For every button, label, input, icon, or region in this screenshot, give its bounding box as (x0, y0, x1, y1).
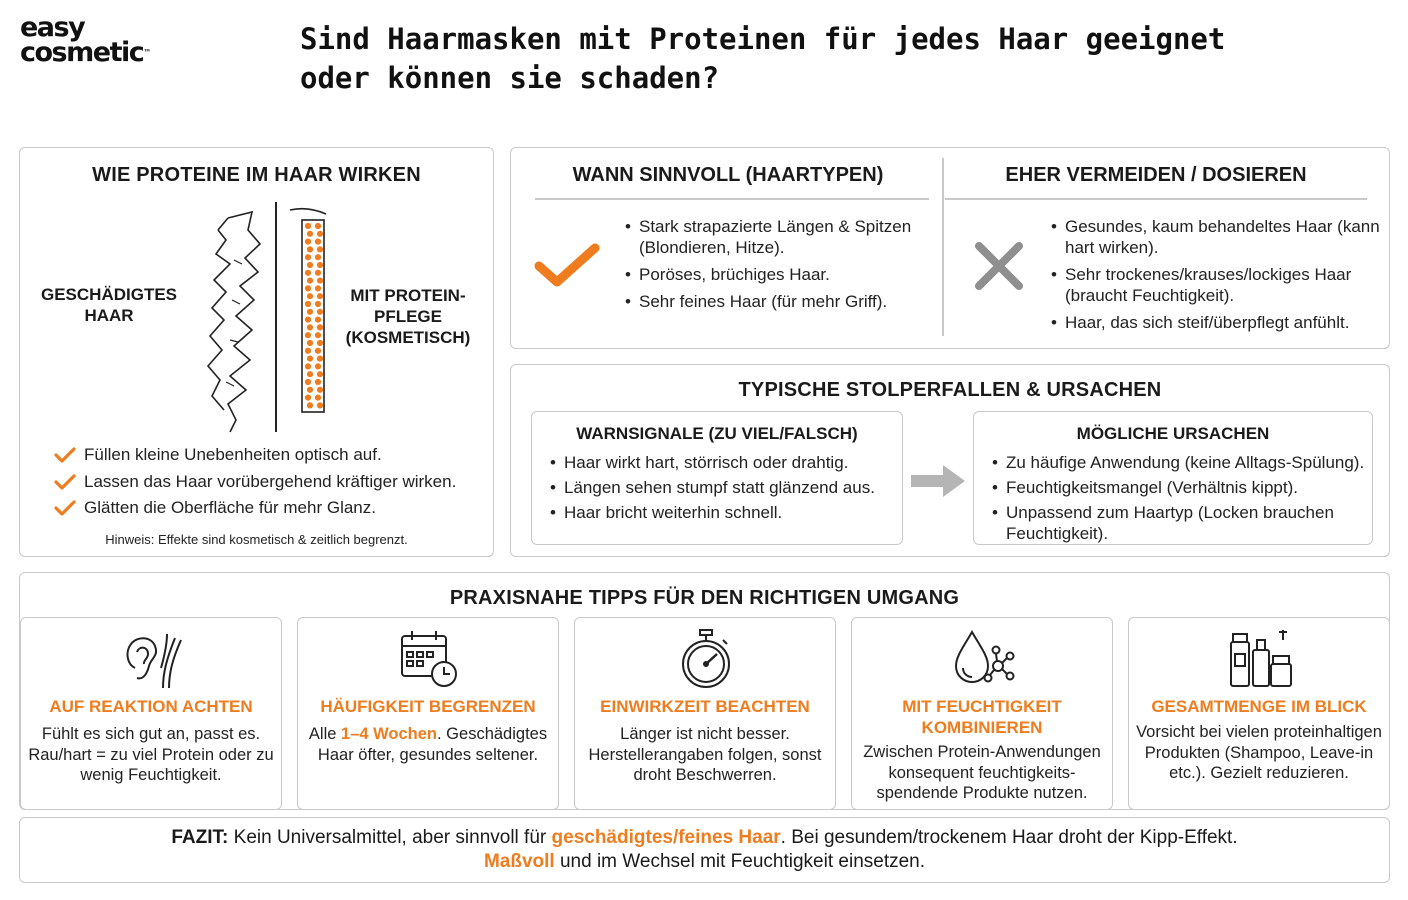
protein-dot (307, 356, 313, 362)
conclusion-highlight: geschädigtes/feines Haar (551, 827, 781, 848)
protein-dot (305, 254, 311, 260)
protein-dot (307, 387, 313, 393)
products-icon (1225, 628, 1295, 690)
benefit-list (54, 442, 456, 522)
conclusion-part: . Bei gesundem/trockenem Haar droht der Kipp-Effekt. (780, 827, 1238, 848)
drop-molecule-icon (948, 628, 1018, 690)
conclusion-highlight: Maßvoll (483, 851, 555, 872)
protein-dot (315, 363, 321, 369)
tip-card-frequency (297, 617, 559, 810)
protein-dot (315, 395, 321, 401)
protein-dot (317, 262, 323, 268)
tip-title: HÄUFIGKEIT BEGRENZEN (320, 697, 536, 716)
causes-box (973, 411, 1373, 545)
stopwatch-icon (671, 628, 741, 690)
label-protein-care: MIT PROTEIN-PFLEGE (KOSMETISCH) (345, 286, 471, 347)
hair-comparison-illustration (190, 200, 330, 435)
protein-dot (305, 317, 311, 323)
conclusion-part: Kein Universalmittel, aber sinnvoll für (228, 827, 552, 848)
benefit-text: Glätten die Oberfläche für mehr Glanz. (84, 498, 376, 517)
protein-dot (317, 278, 323, 284)
brand-logo (20, 12, 180, 68)
label-damaged-hair: GESCHÄDIGTES HAAR (40, 285, 178, 325)
checkmark-icon (54, 499, 76, 517)
divider (945, 198, 1367, 200)
tip-title: EINWIRKZEIT BEACHTEN (600, 697, 810, 716)
logo-word: cosmetic (20, 37, 144, 68)
avoid-list (1051, 216, 1381, 339)
protein-dot (305, 379, 311, 385)
protein-dot (305, 285, 311, 291)
proteins-panel-title: WIE PROTEINE IM HAAR WIRKEN (92, 164, 421, 186)
checkmark-icon (533, 240, 601, 290)
causes-list (992, 452, 1372, 548)
protein-dot (317, 231, 323, 237)
protein-dot (315, 379, 321, 385)
tip-card-total-amount (1128, 617, 1390, 810)
protein-dot (317, 387, 323, 393)
protein-dot (305, 395, 311, 401)
protein-dot (317, 340, 323, 346)
protein-dot (315, 239, 321, 245)
conclusion-text (20, 826, 1389, 874)
list-item: • Sehr feines Haar (für mehr Griff). (625, 291, 925, 312)
conclusion-panel (19, 817, 1390, 883)
tip-title: AUF REAKTION ACHTEN (49, 697, 253, 716)
protein-dot (307, 278, 313, 284)
protein-dot (317, 402, 323, 408)
protein-dot (305, 223, 311, 229)
protein-dot (305, 239, 311, 245)
protein-dot (317, 293, 323, 299)
protein-dot (307, 309, 313, 315)
protein-dot (315, 317, 321, 323)
list-item: • Gesundes, kaum behandeltes Haar (kann hart wirken). (1051, 216, 1381, 258)
tip-text: Vorsicht bei vielen proteinhaltigen Produkten (Shampoo, Leave-in etc.). Gezielt reduzieren. (1136, 723, 1382, 782)
column-divider (942, 158, 944, 336)
protein-dot (307, 324, 313, 330)
protein-dot (315, 332, 321, 338)
arrow-right-icon (909, 463, 967, 499)
pitfalls-title: TYPISCHE STOLPERFALLEN & URSACHEN (738, 379, 1162, 401)
protein-dot (307, 262, 313, 268)
tip-title: MIT FEUCHTIGKEIT KOMBINIEREN (902, 697, 1062, 737)
protein-dot (307, 340, 313, 346)
tip-text-pre: Alle (308, 725, 342, 743)
protein-dot (315, 348, 321, 354)
pitfalls-panel (510, 364, 1390, 557)
list-item: • Stark strapazierte Längen & Spitzen (Blondieren, Hitze). (625, 216, 925, 258)
tip-text-highlight: 1–4 Wochen (341, 725, 438, 743)
warning-signs-box (531, 411, 903, 545)
protein-dot (307, 246, 313, 252)
tip-title: GESAMTMENGE IM BLICK (1151, 697, 1367, 716)
protein-dot (305, 363, 311, 369)
protein-dot (307, 371, 313, 377)
conclusion-label: FAZIT: (171, 827, 229, 848)
tip-card-reaction (20, 617, 282, 810)
page-title: Sind Haarmasken mit Proteinen für jedes Haar geeignet oder können sie schaden? (300, 22, 1226, 95)
benefit-item (54, 442, 456, 469)
protein-dot (305, 348, 311, 354)
list-item: • Haar, das sich steif/überpflegt anfühlt. (1051, 312, 1381, 333)
logo-line-1: easy (20, 12, 85, 43)
when-list (625, 216, 925, 318)
benefit-text: Füllen kleine Unebenheiten optisch auf. (84, 445, 382, 464)
tips-panel (19, 572, 1390, 810)
protein-dot (307, 293, 313, 299)
protein-dot (307, 402, 313, 408)
when-title: WANN SINNVOLL (HAARTYPEN) (572, 164, 884, 186)
tip-text (302, 724, 554, 765)
protein-dot (315, 285, 321, 291)
protein-dot (315, 254, 321, 260)
protein-dot (317, 309, 323, 315)
list-item: • Längen sehen stumpf statt glänzend aus. (550, 477, 900, 498)
protein-dot (315, 301, 321, 307)
tip-text: Zwischen Protein-Anwendungen konsequent feuchtigkeits-spendende Produkte nutzen. (863, 743, 1101, 802)
tip-text-post: . Geschädigtes Haar öfter, gesundes seltener. (317, 725, 548, 764)
list-item: • Haar bricht weiterhin schnell. (550, 502, 900, 523)
proteins-panel (19, 147, 494, 557)
conclusion-part: und im Wechsel mit Feuchtigkeit einsetzen. (554, 851, 926, 872)
calendar-clock-icon (394, 628, 464, 690)
when-avoid-panel (510, 147, 1390, 349)
list-item: • Unpassend zum Haartyp (Locken brauchen Feuchtigkeit). (992, 502, 1372, 544)
tip-text: Fühlt es sich gut an, passt es. Rau/hart = zu viel Protein oder zu wenig Feuchtigkeit. (28, 725, 274, 784)
protein-dot (307, 231, 313, 237)
protein-dot (305, 270, 311, 276)
benefit-item (54, 495, 456, 522)
tip-text: Länger ist nicht besser. Herstellerangaben folgen, sonst droht Beschwerren. (588, 725, 822, 784)
protein-dot (315, 223, 321, 229)
protein-dot (317, 324, 323, 330)
protein-dot (305, 301, 311, 307)
tip-card-exposure-time (574, 617, 836, 810)
divider (535, 198, 929, 200)
logo-line-2 (20, 37, 180, 68)
benefit-item (54, 469, 456, 496)
list-item: • Haar wirkt hart, störrisch oder drahtig. (550, 452, 900, 473)
avoid-title: EHER VERMEIDEN / DOSIEREN (1005, 164, 1307, 186)
protein-dot (305, 332, 311, 338)
tip-card-moisture (851, 617, 1113, 810)
tips-title: PRAXISNAHE TIPPS FÜR DEN RICHTIGEN UMGANG (449, 587, 960, 609)
list-item: • Poröses, brüchiges Haar. (625, 264, 925, 285)
checkmark-icon (54, 473, 76, 491)
ear-hair-icon (117, 628, 187, 690)
hint-note: Hinweis: Effekte sind kosmetisch & zeitlich begrenzt. (105, 532, 408, 547)
list-item: • Zu häufige Anwendung (keine Alltags-Spülung). (992, 452, 1372, 473)
protein-dot (317, 371, 323, 377)
checkmark-icon (54, 446, 76, 464)
protein-dot (317, 246, 323, 252)
protein-dot (315, 270, 321, 276)
warning-list (550, 452, 900, 527)
benefit-text: Lassen das Haar vorübergehend kräftiger wirken. (84, 471, 457, 491)
protein-dot (317, 356, 323, 362)
warning-signs-title: WARNSIGNALE (ZU VIEL/FALSCH) (576, 424, 858, 443)
logo-trademark: ™ (143, 48, 152, 57)
list-item: • Sehr trockenes/krauses/lockiges Haar (braucht Feuchtigkeit). (1051, 264, 1381, 306)
cross-icon (971, 238, 1027, 294)
causes-title: MÖGLICHE URSACHEN (1076, 424, 1270, 443)
list-item: • Feuchtigkeitsmangel (Verhältnis kippt). (992, 477, 1372, 498)
